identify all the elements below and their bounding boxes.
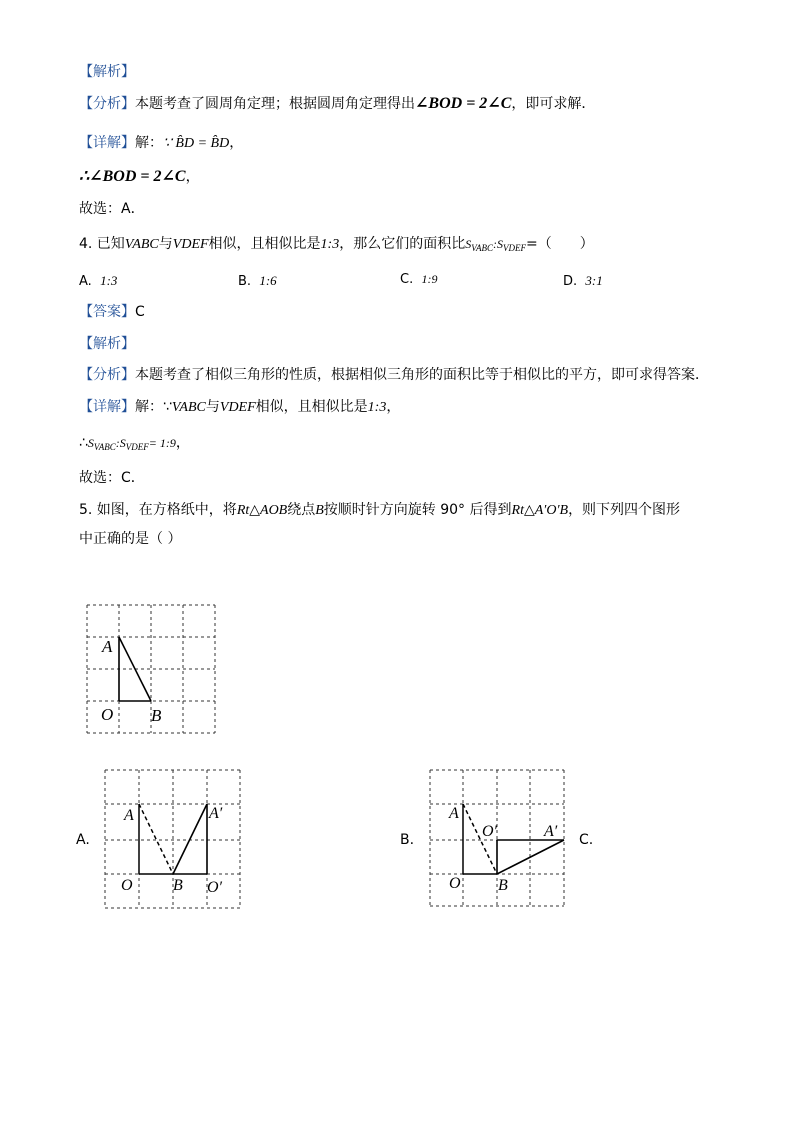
q5-option-a-figure xyxy=(100,764,245,914)
triangle-abc: VABC xyxy=(171,400,206,415)
xiangjie-tail: ， xyxy=(386,399,401,415)
triangle-def: VDEF xyxy=(219,400,256,415)
q4-fenxi-line xyxy=(79,366,709,384)
q4-stem-mid2: 相似，且相似比是 xyxy=(208,236,321,252)
q5-stem-mid1: 绕点 xyxy=(287,502,316,518)
q4-area-colon: :S xyxy=(493,237,504,251)
q4-stem xyxy=(79,235,594,254)
q4-triangle-abc: VABC xyxy=(124,237,159,252)
label-b: B xyxy=(151,706,162,725)
therefore-tail: ， xyxy=(175,435,190,451)
q4-answer-choice-line: 故选：C． xyxy=(79,470,145,486)
fenxi-label: 【分析】 xyxy=(79,96,135,112)
q3-answer-line: 故选：A． xyxy=(79,201,145,217)
q4-stem-prefix: 4. 已知 xyxy=(79,236,125,252)
answer-value: C xyxy=(135,304,145,320)
q5-rt-aob: Rt△AOB xyxy=(236,503,288,518)
q5-point-b: B xyxy=(315,503,324,518)
xiangjie-ratio: 1:3 xyxy=(367,400,387,415)
q4-area-sub1: VABC xyxy=(471,243,494,253)
q3-fenxi-line xyxy=(79,95,595,113)
q5-option-b-label: B. xyxy=(400,832,415,848)
label-a: A xyxy=(102,637,113,656)
xiangjie-prefix: 解：∵ xyxy=(135,399,172,415)
q4-analysis-header xyxy=(79,335,135,353)
analysis-label: 【解析】 xyxy=(79,336,135,352)
label-o: O xyxy=(101,705,114,724)
label-a-prime: A′ xyxy=(544,823,558,840)
option-label: C. xyxy=(400,272,414,287)
xiangjie-mid2: 相似，且相似比是 xyxy=(255,399,368,415)
fenxi-text: 本题考查了相似三角形的性质，根据相似三角形的面积比等于相似比的平方，即可求得答案． xyxy=(135,367,709,383)
q4-stem-mid1: 与 xyxy=(158,236,173,252)
q4-stem-tail: =（ ） xyxy=(526,236,594,252)
therefore-prefix: ∴ xyxy=(79,435,88,451)
fenxi-tail: ，即可求解． xyxy=(511,96,596,112)
q4-option-b xyxy=(238,272,277,291)
q4-option-c xyxy=(400,270,437,289)
therefore-sub1: VABC xyxy=(93,442,116,452)
q4-answer-line xyxy=(79,303,145,321)
xiangjie-mid1: 与 xyxy=(205,399,220,415)
q5-main-figure xyxy=(80,600,225,745)
option-label: A. xyxy=(79,274,92,289)
label-o: O xyxy=(449,875,461,892)
label-o: O xyxy=(121,877,133,894)
because-tail: ， xyxy=(229,135,244,151)
q4-ratio: 1:3 xyxy=(320,237,340,252)
analysis-label: 【解析】 xyxy=(79,64,135,80)
q5-stem-line1 xyxy=(79,501,680,520)
xiangjie-label: 【详解】 xyxy=(79,135,135,151)
q4-xiangjie-line xyxy=(79,398,400,417)
therefore-s1: S xyxy=(87,436,94,450)
therefore-result: = 1:9 xyxy=(148,436,176,450)
answer-label: 【答案】 xyxy=(79,304,135,320)
q4-area-s1: S xyxy=(465,237,472,251)
q4-area-sub2: VDEF xyxy=(503,243,527,253)
option-value: 1:6 xyxy=(259,273,277,288)
because-expression: ∵ B̂D = B̂D xyxy=(163,136,230,151)
therefore-expression: ∴∠BOD = 2∠C xyxy=(79,168,186,185)
label-o-prime: O′ xyxy=(207,879,223,896)
label-o-prime: O′ xyxy=(482,823,498,840)
label-b: B xyxy=(498,877,508,894)
therefore-sub2: VDEF xyxy=(125,442,149,452)
xiangjie-label: 【详解】 xyxy=(79,399,135,415)
option-value: 1:9 xyxy=(421,272,438,286)
original-triangle-dashed xyxy=(139,804,173,874)
q4-option-a xyxy=(79,272,117,291)
option-value: 3:1 xyxy=(585,273,603,288)
label-a: A xyxy=(449,805,459,822)
q4-stem-mid3: ，那么它们的面积比 xyxy=(339,236,466,252)
label-b: B xyxy=(173,877,183,894)
therefore-colon: :S xyxy=(115,436,126,450)
q5-stem-prefix: 5. 如图，在方格纸中，将 xyxy=(79,502,237,518)
option-label: D. xyxy=(563,274,578,289)
q5-stem-tail: ，则下列四个图形 xyxy=(568,502,681,518)
q5-option-a-label: A. xyxy=(76,832,90,848)
q4-option-d xyxy=(563,272,603,291)
analysis-header-q3 xyxy=(79,63,135,81)
rotated-triangle xyxy=(173,804,207,874)
q5-option-c-label: C. xyxy=(579,832,594,848)
therefore-tail: ， xyxy=(185,169,200,185)
fenxi-text: 本题考查了圆周角定理；根据圆周角定理得出 xyxy=(135,96,415,112)
q5-rt-aob-prime: Rt△A′O′B xyxy=(511,503,569,518)
fenxi-label: 【分析】 xyxy=(79,367,135,383)
q5-stem-mid2: 按顺时针方向旋转 90° 后得到 xyxy=(323,502,512,518)
label-a: A xyxy=(124,807,134,824)
fenxi-expression: ∠BOD = 2∠C xyxy=(415,95,512,112)
label-a-prime: A′ xyxy=(209,805,223,822)
q4-therefore-line xyxy=(79,434,190,453)
xiangjie-text: 解： xyxy=(135,135,163,151)
q5-stem-line2: 中正确的是（ ） xyxy=(79,531,182,547)
q3-xiangjie-line xyxy=(79,134,243,153)
q4-triangle-def: VDEF xyxy=(172,237,209,252)
q3-therefore-line xyxy=(79,168,200,186)
option-value: 1:3 xyxy=(100,273,118,288)
option-label: B. xyxy=(238,274,252,289)
q5-option-b-figure xyxy=(425,764,570,914)
